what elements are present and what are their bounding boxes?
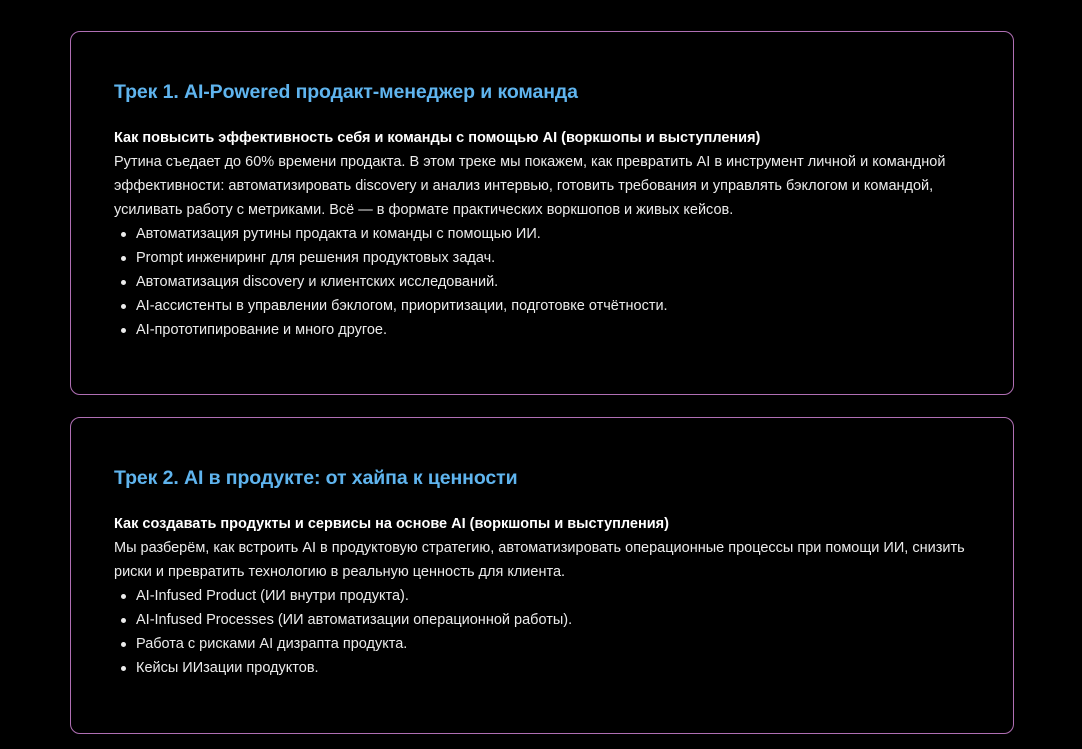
bullet-text: Кейсы ИИзации продуктов.	[136, 660, 319, 676]
track-bullet-list	[114, 584, 970, 680]
bullet-dot-icon	[121, 618, 126, 623]
bullet-item	[114, 608, 970, 632]
bullet-item	[114, 222, 970, 246]
track-title: Трек 2. AI в продукте: от хайпа к ценности	[114, 467, 518, 489]
track-subtitle: Как создавать продукты и сервисы на основе AI (воркшопы и выступления)	[114, 516, 669, 532]
bullet-text: AI-прототипирование и много другое.	[136, 322, 388, 338]
bullet-item	[114, 656, 970, 680]
track-bullet-list	[114, 222, 970, 342]
bullet-dot-icon	[121, 280, 126, 285]
bullet-text: Работа с рисками AI дизрапта продукта.	[136, 636, 408, 652]
bullet-dot-icon	[121, 666, 126, 671]
bullet-item	[114, 318, 970, 342]
track-card-2	[70, 417, 1014, 734]
bullet-dot-icon	[121, 256, 126, 261]
bullet-text: Prompt инжениринг для решения продуктовых задач.	[136, 250, 496, 266]
bullet-text: Автоматизация discovery и клиентских исследований.	[136, 274, 499, 290]
bullet-dot-icon	[121, 232, 126, 237]
bullet-item	[114, 632, 970, 656]
bullet-item	[114, 246, 970, 270]
track-description: Рутина съедает до 60% времени продакта. В этом треке мы покажем, как превратить AI в инструмент личной и командной эффективности: автоматизировать discovery и анализ интервью, готовить требования и управлять бэклогом и командой, усиливать работу с метриками. Всё — в формате практических воркшопов и живых кейсов.	[114, 154, 946, 218]
bullet-dot-icon	[121, 642, 126, 647]
track-description: Мы разберём, как встроить AI в продуктовую стратегию, автоматизировать операционные процессы при помощи ИИ, снизить риски и превратить технологию в реальную ценность для клиента.	[114, 540, 965, 580]
bullet-text: AI-ассистенты в управлении бэклогом, приоритизации, подготовке отчётности.	[136, 298, 668, 314]
track-title: Трек 1. AI-Powered продакт-менеджер и команда	[114, 81, 578, 103]
bullet-item	[114, 270, 970, 294]
bullet-dot-icon	[121, 304, 126, 309]
bullet-item	[114, 294, 970, 318]
bullet-dot-icon	[121, 594, 126, 599]
track-card-1	[70, 31, 1014, 395]
bullet-dot-icon	[121, 328, 126, 333]
bullet-text: AI-Infused Processes (ИИ автоматизации операционной работы).	[136, 612, 573, 628]
bullet-text: Автоматизация рутины продакта и команды с помощью ИИ.	[136, 226, 541, 242]
bullet-text: AI-Infused Product (ИИ внутри продукта).	[136, 588, 409, 604]
track-subtitle: Как повысить эффективность себя и команды с помощью AI (воркшопы и выступления)	[114, 130, 761, 146]
bullet-item	[114, 584, 970, 608]
